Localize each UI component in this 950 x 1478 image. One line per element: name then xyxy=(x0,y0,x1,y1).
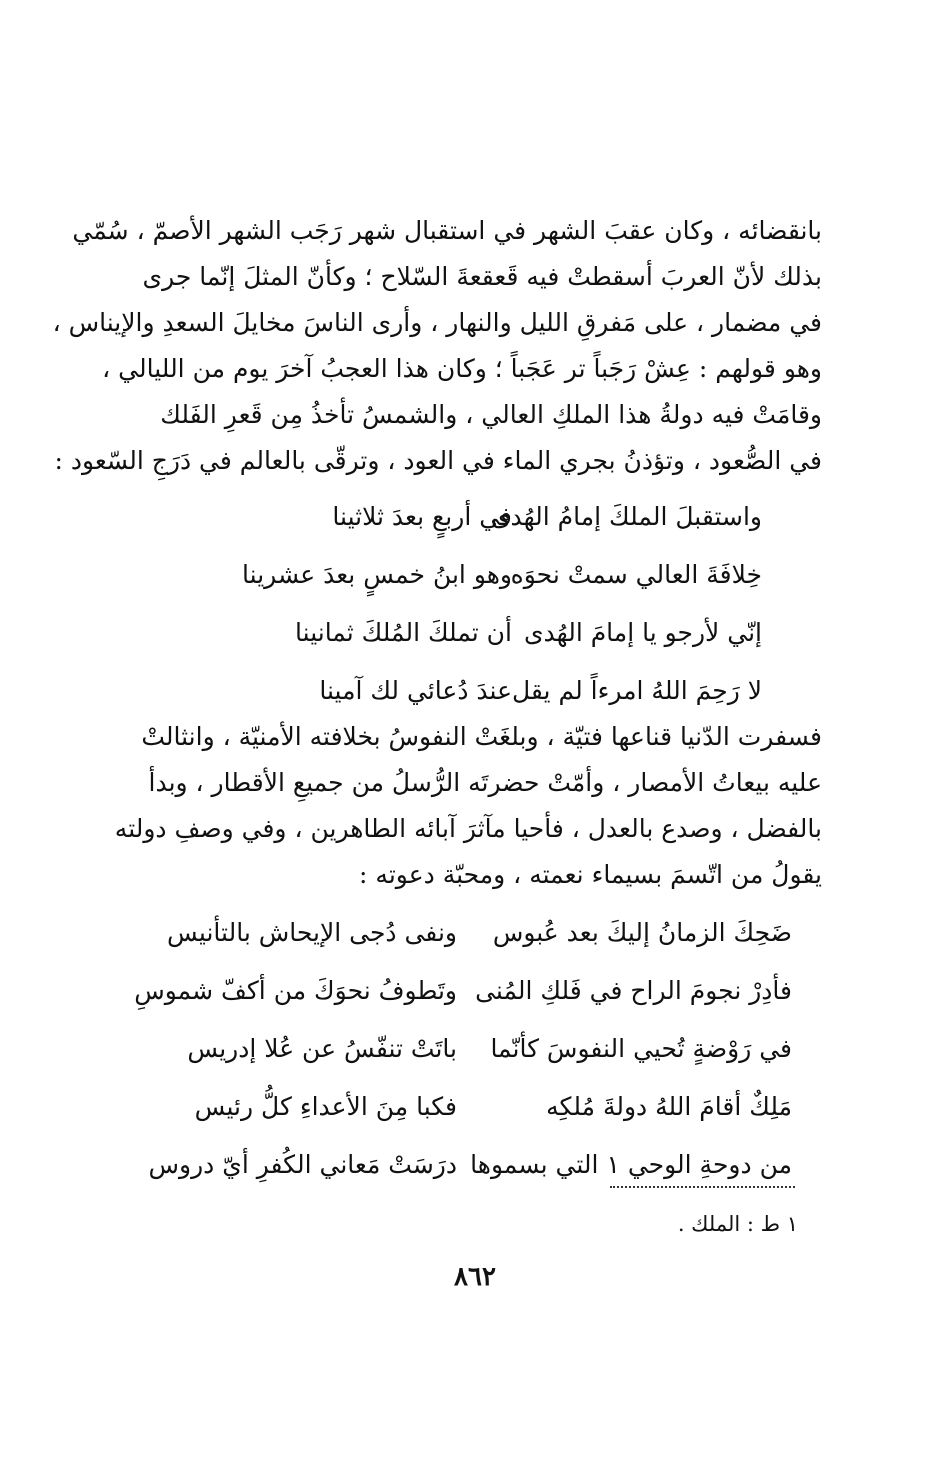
poem-2 xyxy=(132,918,822,1208)
footnote: ١ ط : الملك . xyxy=(677,1212,798,1236)
footnote-divider xyxy=(610,1186,795,1188)
poem-verse xyxy=(132,1034,822,1092)
verse-second-hemistich: وتَطوفُ نحوَكَ من أكفّ شموسِ xyxy=(134,976,457,1005)
verse-second-hemistich: أن تملكَ المُلكَ ثمانينا xyxy=(295,618,512,647)
verse-first-hemistich: في رَوْضةٍ تُحيي النفوسَ كأنّما xyxy=(490,1034,792,1063)
verse-first-hemistich: مَلِكٌ أقامَ اللهُ دولةَ مُلكِه xyxy=(546,1092,792,1121)
paragraph-2 xyxy=(114,714,822,898)
verse-first-hemistich: من دوحةِ الوحي ١ التي بسموها xyxy=(470,1150,792,1179)
verse-first-hemistich: ضَحِكَ الزمانُ إليكَ بعد عُبوس xyxy=(492,918,792,947)
poem-verse xyxy=(132,560,822,618)
text-line: وقامَتْ فيه دولةُ هذا الملكِ العالي ، والشمسُ تأخذُ مِن قَعرِ الفَلك xyxy=(160,400,822,429)
verse-first-hemistich: لا رَحِمَ اللهُ امرءاً لم يقل xyxy=(511,676,762,705)
text-line: بذلك لأنّ العربَ أسقطتْ فيه قَعقعةَ السّلاح ؛ وكأنّ المثلَ إنّما جرى xyxy=(142,262,822,291)
verse-first-hemistich: فأدِرْ نجومَ الراح في فَلكِ المُنى xyxy=(475,976,792,1005)
poem-verse xyxy=(132,1150,822,1208)
poem-verse xyxy=(132,618,822,676)
poem-verse xyxy=(132,502,822,560)
verse-second-hemistich: عندَ دُعائي لك آمينا xyxy=(319,676,512,705)
text-line: وهو قولهم : عِشْ رَجَباً تر عَجَباً ؛ وكان هذا العجبُ آخرَ يوم من الليالي ، xyxy=(102,354,822,383)
text-line: في الصُّعود ، وتؤذنُ بجري الماء في العود ، وترقّى بالعالم في دَرَجِ السّعود : xyxy=(54,446,822,475)
verse-first-hemistich: واستقبلَ الملكَ إمامُ الهُدى xyxy=(490,502,762,531)
poem-verse xyxy=(132,918,822,976)
text-line: في مضمار ، على مَفرقِ الليل والنهار ، وأرى الناسَ مخايلَ السعدِ والإيناس ، xyxy=(52,308,822,337)
verse-second-hemistich: ونفى دُجى الإيحاش بالتأنيس xyxy=(167,918,457,947)
poem-verse xyxy=(132,976,822,1034)
verse-first-hemistich: خِلافَةَ العالي سمتْ نحوَه xyxy=(510,560,762,589)
text-line: بالفضل ، وصدع بالعدل ، فأحيا مآثرَ آبائه الطاهرين ، وفي وصفِ دولته xyxy=(114,814,822,843)
text-line: بانقضائه ، وكان عقبَ الشهر في استقبال شهر رَجَب الشهر الأصمّ ، سُمّي xyxy=(72,216,822,245)
text-line: يقولُ من اتّسمَ بسيماء نعمته ، ومحبّة دعوته : xyxy=(359,860,822,889)
text-line: فسفرت الدّنيا قناعها فتيّة ، وبلغَتْ النفوسُ بخلافته الأمنيّة ، وانثالتْ xyxy=(141,722,822,751)
verse-second-hemistich: درَسَتْ مَعاني الكُفرِ أيّ دروس xyxy=(148,1150,457,1179)
paragraph-1 xyxy=(52,208,822,484)
page-number: ٨٦٢ xyxy=(454,1262,496,1292)
verse-second-hemistich: باتَتْ تنفّسُ عن عُلا إدريس xyxy=(187,1034,457,1063)
text-line: عليه بيعاتُ الأمصار ، وأمّتْ حضرتَه الرُّسلُ من جميعِ الأقطار ، وبدأ xyxy=(148,768,822,797)
poem-verse xyxy=(132,1092,822,1150)
poem-1 xyxy=(132,502,822,734)
verse-second-hemistich: وهو ابنُ خمسٍ بعدَ عشرينا xyxy=(242,560,512,589)
verse-first-hemistich: إنّي لأرجو يا إمامَ الهُدى xyxy=(523,618,762,647)
verse-second-hemistich: في أربعٍ بعدَ ثلاثينا xyxy=(332,502,512,531)
verse-second-hemistich: فكبا مِنَ الأعداءِ كلُّ رئيس xyxy=(194,1092,457,1121)
